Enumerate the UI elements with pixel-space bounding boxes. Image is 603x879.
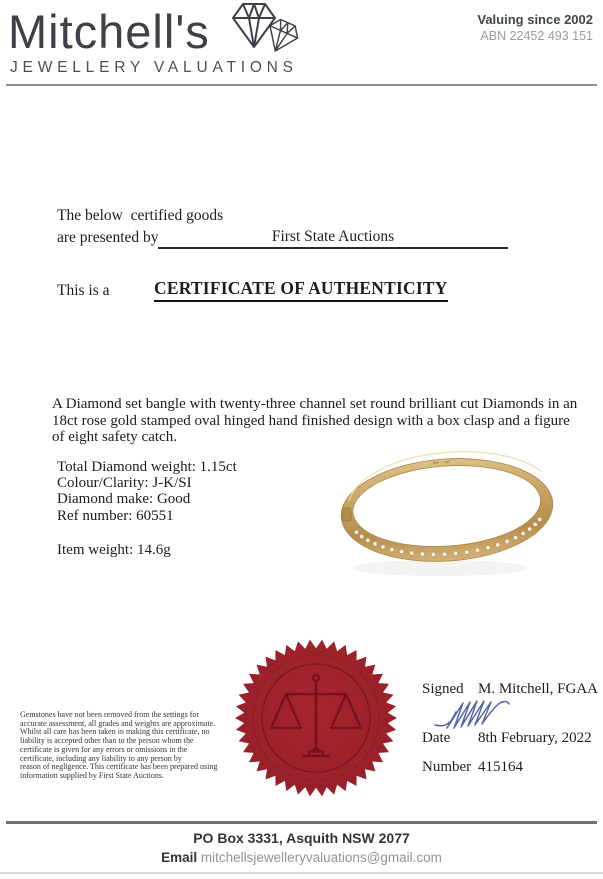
- text-line: Colour/Clarity: J-K/SI: [57, 475, 192, 492]
- text-line: A Diamond set bangle with twenty-three channel set round brilliant cut Diamonds in an: [52, 396, 578, 412]
- diamond-stone: [359, 534, 363, 538]
- signed-label: Signed: [422, 681, 464, 697]
- footer-address: PO Box 3331, Asquith NSW 2077: [193, 830, 410, 846]
- diamond-stone: [442, 552, 446, 556]
- diamond-stone: [464, 550, 468, 554]
- text-line: Ref number: 60551: [57, 507, 174, 524]
- diamond-stone: [409, 551, 413, 555]
- presented-by-label: are presented by: [57, 229, 159, 246]
- number-value: 415164: [478, 759, 523, 775]
- header-tagline: Valuing since 2002: [477, 12, 593, 27]
- page-edge-line: [0, 872, 603, 874]
- text-line: of eight safety catch.: [52, 429, 177, 446]
- signed-value: M. Mitchell, FGAA: [478, 681, 598, 697]
- text-line: Gemstones have not been removed from the settings for: [20, 710, 200, 719]
- text-line: certificate, including any liability to any person by: [20, 753, 182, 763]
- diamond-stone: [354, 530, 358, 534]
- text-line: Whilst all care has been taken in making this certificate, no: [20, 727, 210, 737]
- diamond-stone: [521, 531, 525, 535]
- handwritten-signature: [432, 697, 540, 731]
- diamond-stone: [381, 545, 385, 549]
- email-label: Email: [161, 850, 198, 865]
- footer-divider: [6, 821, 597, 824]
- gold-diamond-bangle-photo: [328, 446, 572, 586]
- date-value: 8th February, 2022: [478, 730, 592, 746]
- date-label: Date: [422, 730, 451, 746]
- text-line: 18ct rose gold stamped oval hinged hand finished design with a box clasp and a figure: [52, 412, 570, 429]
- diamond-stone: [505, 539, 509, 543]
- intro-line: The below certified goods: [57, 207, 224, 224]
- text-line: liability is accepted other than to the person whom the: [20, 736, 194, 746]
- diamond-stone: [431, 552, 435, 556]
- text-line: Total Diamond weight: 1.15ct: [57, 459, 237, 475]
- text-line: accurate assessment, all grades and weights are approximate.: [20, 718, 216, 728]
- diamond-stone: [373, 542, 377, 546]
- item-description: [52, 396, 577, 446]
- certificate-title: CERTIFICATE OF AUTHENTICITY: [154, 278, 448, 302]
- presenter-name-field: First State Auctions: [158, 228, 508, 249]
- red-wax-seal-scales-of-justice-icon: [232, 636, 400, 802]
- disclaimer-text: [20, 711, 217, 781]
- diamond-stone: [399, 549, 403, 553]
- brand-subtitle: JEWELLERY VALUATIONS: [10, 59, 298, 76]
- diamond-stone: [420, 552, 424, 556]
- item-details: [57, 459, 237, 524]
- diamond-stone: [537, 517, 541, 521]
- diamond-stone: [453, 551, 457, 555]
- header-divider: [6, 84, 597, 86]
- title-prefix: This is a: [57, 282, 110, 299]
- text-line: Diamond make: Good: [57, 491, 191, 508]
- two-diamonds-icon: [221, 1, 307, 63]
- brand-name: Mitchell's: [8, 5, 210, 58]
- number-label: Number: [422, 759, 472, 775]
- text-line: reason of negligence. This certificate has been prepared using: [20, 762, 218, 772]
- diamond-stone: [533, 522, 537, 526]
- diamond-stone: [496, 543, 500, 547]
- diamond-stone: [475, 548, 479, 552]
- diamond-stone: [366, 538, 370, 542]
- footer-email: [0, 850, 603, 865]
- diamond-stone: [527, 527, 531, 531]
- header-abn: ABN 22452 493 151: [480, 29, 593, 43]
- diamond-stone: [513, 535, 517, 539]
- diamond-stone: [486, 545, 490, 549]
- item-weight: Item weight: 14.6g: [57, 542, 171, 558]
- diamond-stone: [390, 547, 394, 551]
- text-line: information supplied by First State Auctions.: [20, 770, 164, 780]
- email-value: mitchellsjewelleryvaluations@gmail.com: [200, 850, 442, 865]
- text-line: certificate is given for any errors or omissions in the: [20, 744, 188, 754]
